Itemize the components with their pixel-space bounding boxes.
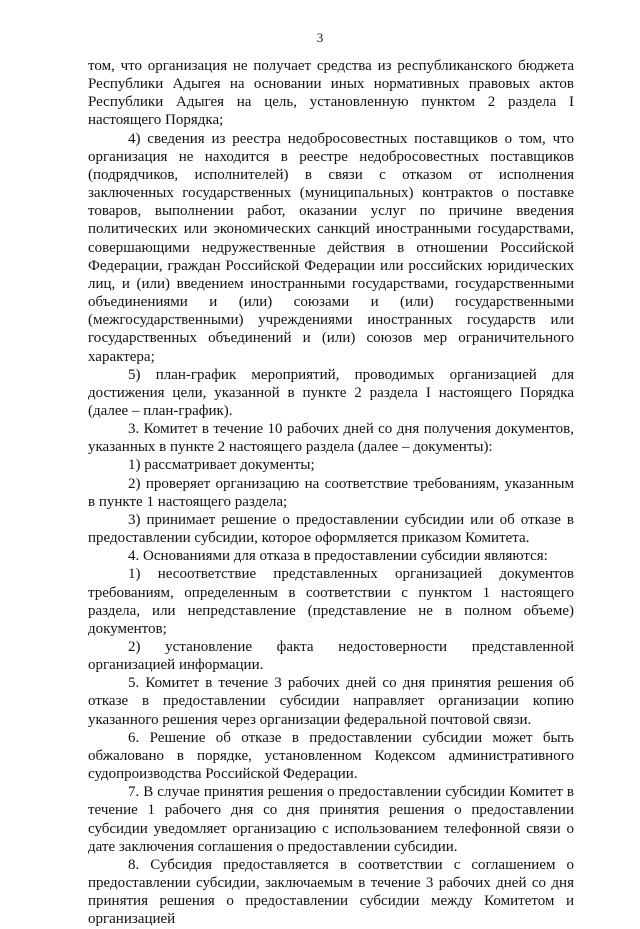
paragraph: том, что организация не получает средства из республиканского бюджета Республики Адыгея на основании иных нормативных правовых актов Республики Адыгея на цель, установленную пунктом 2 раздела I настоящего Порядка; [88, 58, 574, 129]
paragraph: 4) сведения из реестра недобросовестных поставщиков о том, что организация не находится в реестре недобросовестных поставщиков (подрядчиков, исполнителей) в связи с отказом от исполнения заключенных государственных (муниципальных) контрактов о поставке товаров, выполнении работ, оказании услуг по причине введения политических или экономических санкций иностранными государствами, совершающими недружественные действия в отношении Российской Федерации, граждан Российской Федерации или российских юридических лиц, и (или) введением иностранными государствами, государственными объединениями и (или) союзами и (или) государственными (межгосударственными) учреждениями иностранных государств или государственных объединений и (или) союзов мер ограничительного характера; [88, 130, 574, 365]
paragraph: 1) несоответствие представленных организацией документов требованиям, определенным в соответствии с пунктом 1 настоящего раздела, или непредставление (представление не в полном объеме) документов; [88, 566, 574, 637]
paragraph: 6. Решение об отказе в предоставлении субсидии может быть обжаловано в порядке, установленном Кодексом административного судопроизводства Российской Федерации. [88, 729, 574, 783]
paragraph: 3. Комитет в течение 10 рабочих дней со дня получения документов, указанных в пункте 2 настоящего раздела (далее – документы): [88, 421, 574, 456]
paragraph: 7. В случае принятия решения о предоставлении субсидии Комитет в течение 1 рабочего дня со дня принятия решения о предоставлении субсидии уведомляет организацию с использованием телефонной связи о дате заключения соглашения о предоставлении субсидии. [88, 784, 574, 855]
paragraph: 4. Основаниями для отказа в предоставлении субсидии являются: [128, 548, 548, 565]
paragraph: 5) план-график мероприятий, проводимых организацией для достижения цели, указанной в пункте 2 раздела I настоящего Порядка (далее – план-график). [88, 366, 574, 419]
paragraph: 2) установление факта недостоверности представленной организацией информации. [88, 639, 574, 674]
paragraph: 8. Субсидия предоставляется в соответствии с соглашением о предоставлении субсидии, заключаемым в течение 3 рабочих дней со дня принятия решения о предоставлении субсидии между Комитетом и организацией [88, 856, 574, 928]
paragraph: 1) рассматривает документы; [128, 457, 315, 474]
paragraph: 2) проверяет организацию на соответствие требованиям, указанным в пункте 1 настоящего раздела; [88, 475, 574, 510]
page-number: 3 [316, 30, 324, 45]
document-body [88, 57, 574, 929]
paragraph: 3) принимает решение о предоставлении субсидии или об отказе в предоставлении субсидии, которое оформляется приказом Комитета. [88, 511, 574, 547]
paragraph: 5. Комитет в течение 3 рабочих дней со дня принятия решения об отказе в предоставлении субсидии направляет организации копию указанного решения через организации федеральной почтовой связи. [88, 675, 574, 728]
